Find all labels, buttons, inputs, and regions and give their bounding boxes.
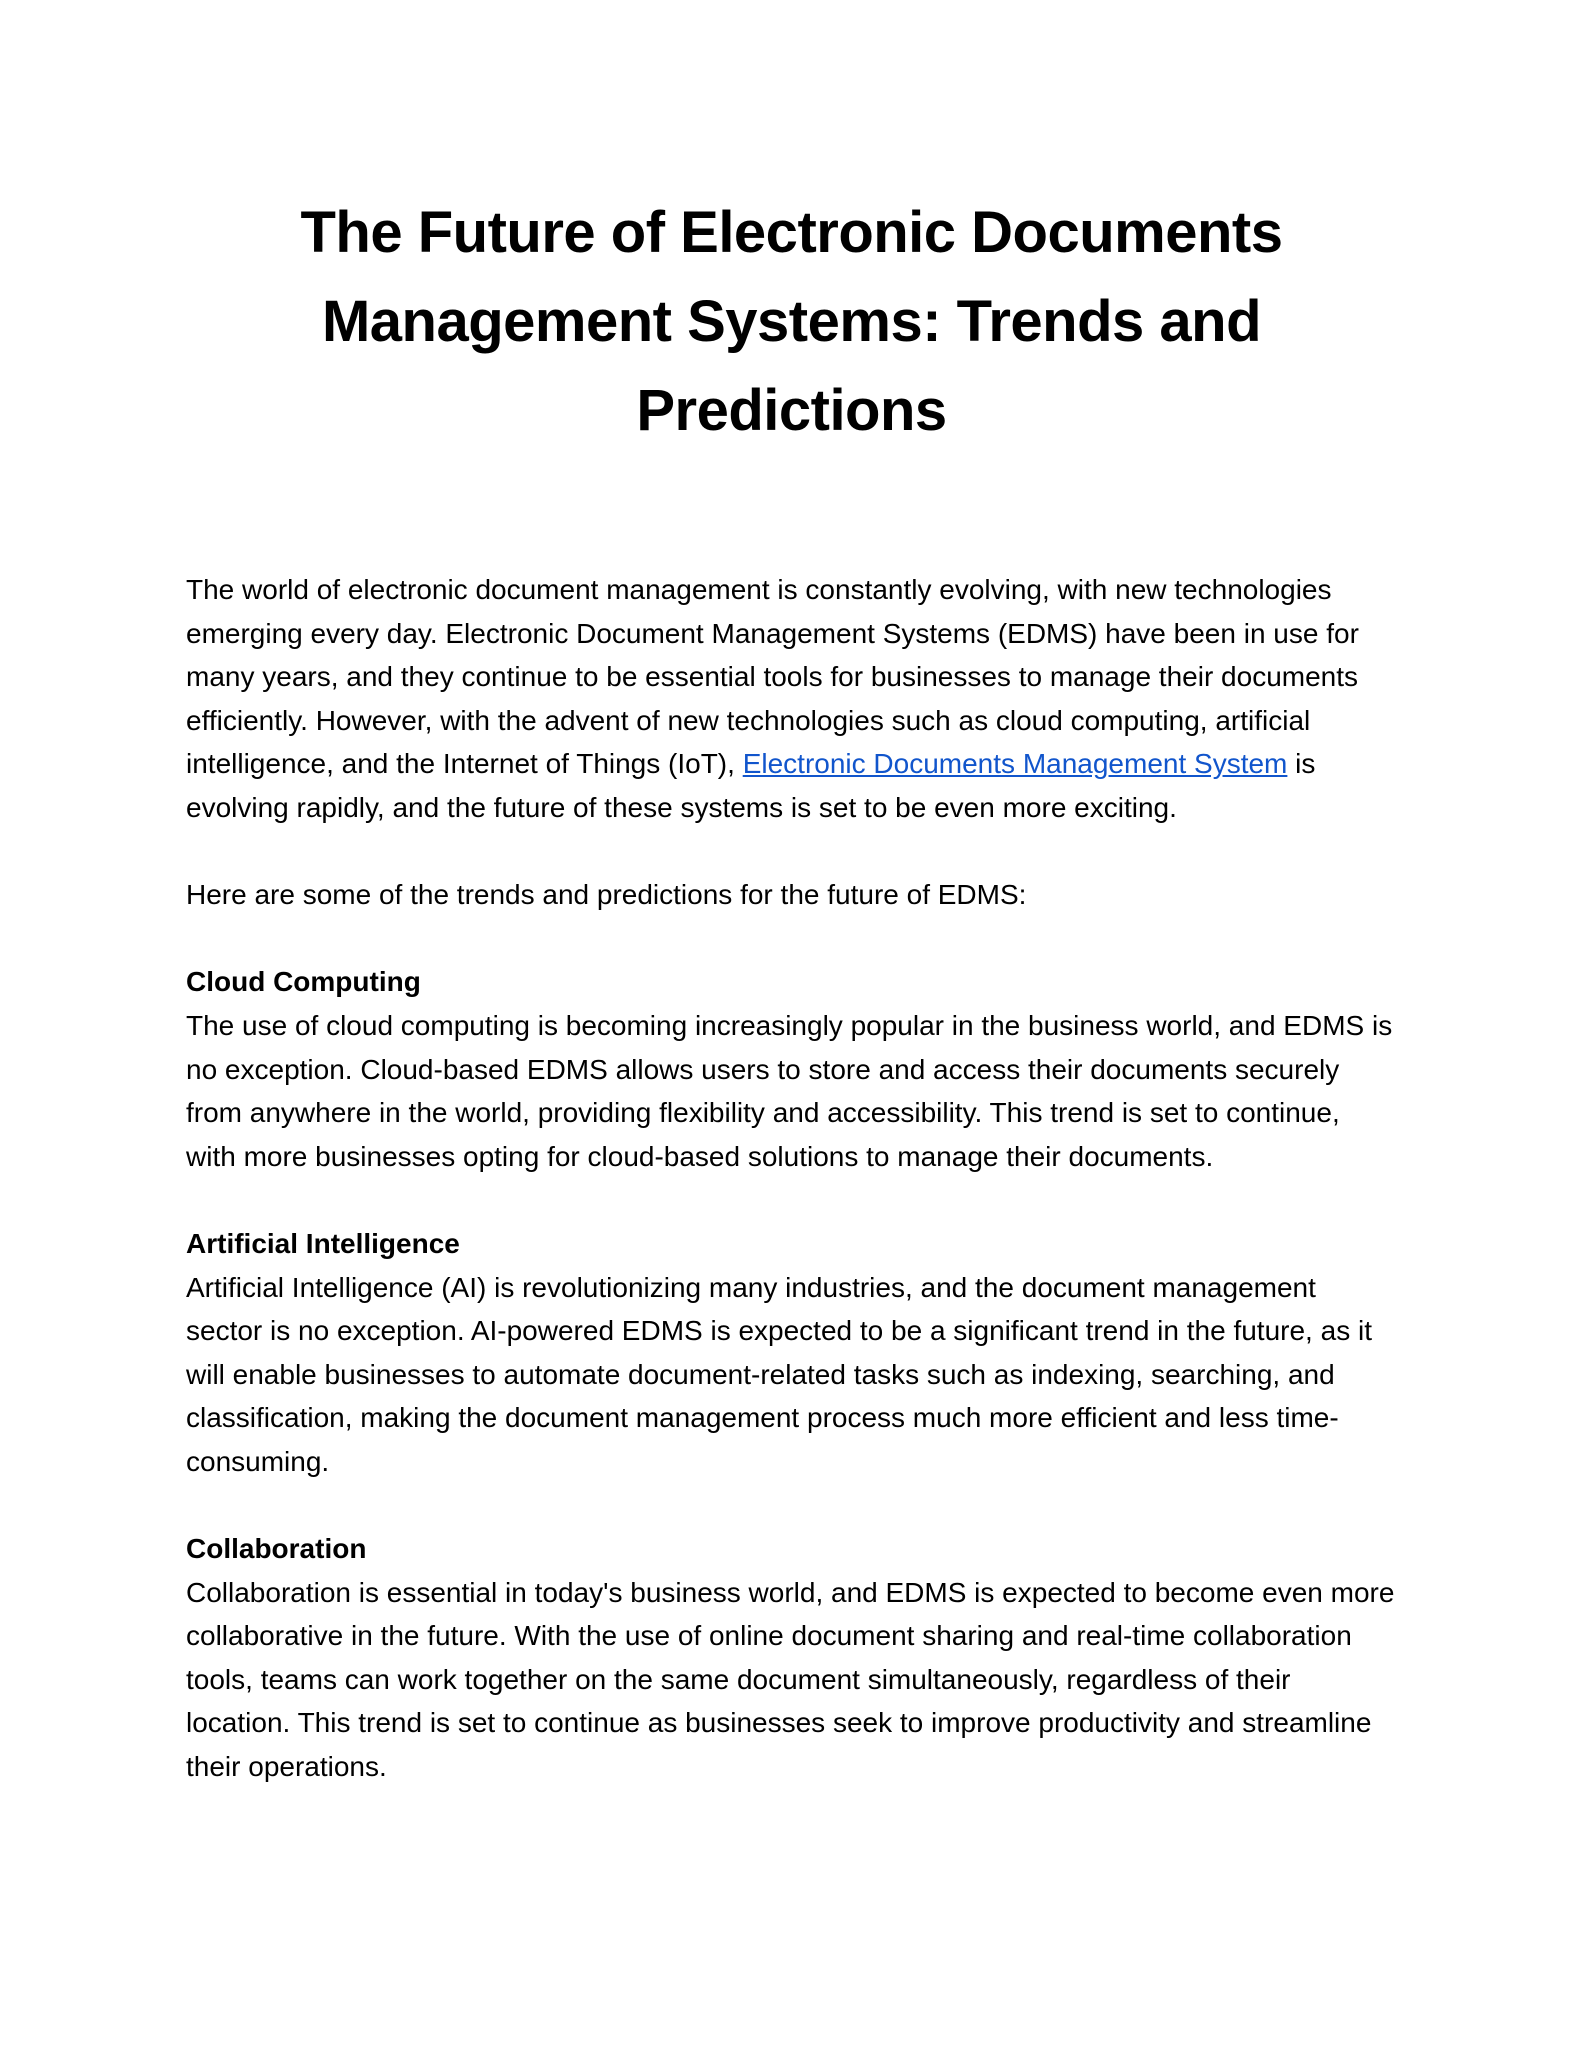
paragraph-spacer [186,917,1397,961]
intro-text-before-link: The world of electronic document management is constantly evolving, with new technologies emerging every day. Electronic Document Management Systems (EDMS) have been in use for many years, and they continue to be essential tools for businesses to manage their documents efficiently. However, with the advent of new technologies such as cloud computing, artificial intelligence, and the Internet of Things (IoT), [186,574,1359,780]
section-body-artificial-intelligence: Artificial Intelligence (AI) is revolutionizing many industries, and the document management sector is no exception. AI-powered EDMS is expected to be a significant trend in the future, as it will enable businesses to automate document-related tasks such as indexing, searching, and classification, making the document management process much more efficient and less time-consuming. [186,1271,1372,1477]
paragraph-spacer [186,1483,1397,1527]
intro-text-after-link: is evolving rapidly, and the future of these systems is set to be even more exciting. [186,748,1316,823]
page-title: The Future of Electronic Documents Management Systems: Trends and Predictions [300,200,1283,443]
section-body-collaboration: Collaboration is essential in today's business world, and EDMS is expected to become even more collaborative in the future. With the use of online document sharing and real-time collaboration tools, teams can work together on the same document simultaneously, regardless of their location. This trend is set to continue as businesses seek to improve productivity and streamline their operations. [186,1576,1395,1783]
paragraph-spacer [186,1178,1397,1222]
section-heading-artificial-intelligence: Artificial Intelligence [186,1227,460,1259]
section-body-cloud-computing: The use of cloud computing is becoming increasingly popular in the business world, and EDMS is no exception. Cloud-based EDMS allows users to store and access their documents securely from anywhere in the world, providing flexibility and accessibility. This trend is set to continue, with more businesses opting for cloud-based solutions to manage their documents. [186,1009,1393,1172]
lead-in-paragraph: Here are some of the trends and predictions for the future of EDMS: [186,879,1027,911]
paragraph-spacer [186,830,1397,874]
section-heading-collaboration: Collaboration [186,1533,367,1565]
edms-link[interactable]: Electronic Documents Management System [742,748,1288,780]
intro-paragraph [186,568,1397,830]
section-heading-cloud-computing: Cloud Computing [186,966,421,998]
document-body [186,568,1397,1789]
